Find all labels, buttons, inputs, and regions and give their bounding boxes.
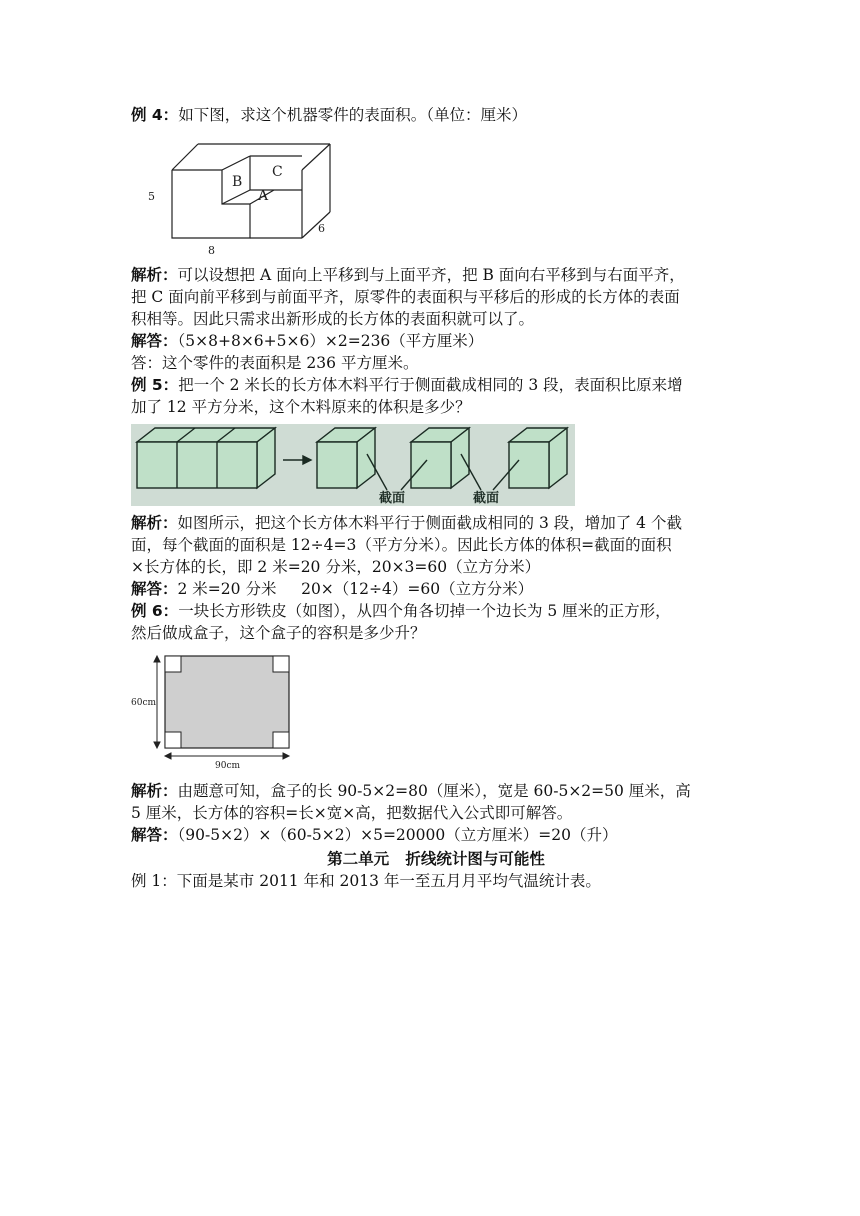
ex5-analysis-line-1 [131,512,741,534]
ex4-label-b: B [232,174,243,190]
ex4-reply: 答：这个零件的表面积是 236 平方厘米。 [131,354,419,372]
ex4-answer-label: 解答： [131,332,178,350]
ex4-analysis-line-2: 把 C 面向前平移到与前面平齐，原零件的表面积与平移后的形成的长方体的表面 [131,288,680,306]
ex4-edge [302,144,330,170]
ex6-label: 例 6： [131,602,179,620]
ex5-question-line-1 [131,374,741,396]
ex6-width-label: 90cm [215,761,241,768]
ex5-question-1: 把一个 2 米长的长方体木料平行于侧面截成相同的 3 段，表面积比原来增 [178,376,683,394]
ex5-question-line-2: 加了 12 平方分米，这个木料原来的体积是多少？ [131,398,471,416]
unit2-ex1: 例 1：下面是某市 2011 年和 2013 年一至五月月平均气温统计表。 [131,872,601,890]
ex5-figure [131,424,575,506]
ex5-block-top [137,428,275,442]
ex6-analysis-text-1: 由题意可知，盒子的长 90-5×2=80（厘米），宽是 60-5×2=50 厘米，高 [177,782,691,800]
ex5-analysis-line-2: 面，每个截面的面积是 12÷4=3（平方分米）。因此长方体的体积=截面的面积 [131,536,672,554]
ex6-question-line-2: 然后做成盒子，这个盒子的容积是多少升？ [131,624,426,642]
ex4-analysis-label: 解析： [131,266,178,284]
ex6-question-line-1 [131,600,741,622]
ex6-height-label: 60cm [131,698,157,708]
ex4-dim-length: 8 [208,244,215,256]
ex4-answer: （5×8+8×6+5×6）×2=236（平方厘米） [177,332,484,350]
ex5-answer-line [131,578,741,600]
ex4-label: 例 4： [131,106,179,124]
ex6-answer-label: 解答： [131,826,178,844]
ex4-analysis-text-1: 可以设想把 A 面向上平移到与上面平齐，把 B 面向右平移到与右面平齐， [177,266,685,284]
ex5-analysis-line-3: ×长方体的长，即 2 米=20 分米，20×3=60（立方分米） [131,558,541,576]
ex4-edge [222,190,250,204]
ex6-corner-square [165,656,181,672]
ex4-analysis-line-3: 积相等。因此只需求出新形成的长方体的表面积就可以了。 [131,310,535,328]
ex6-analysis-label: 解析： [131,782,178,800]
ex5-section-label-1: 截面 [379,491,406,506]
ex4-question-line [131,104,741,126]
ex4-question: 如下图，求这个机器零件的表面积。（单位：厘米） [178,106,527,124]
ex4-edge [172,144,198,170]
ex6-question-1: 一块长方形铁皮（如图），从四个角各切掉一个边长为 5 厘米的正方形， [178,602,671,620]
ex6-answer-line [131,824,741,846]
ex6-corner-square [273,732,289,748]
ex4-analysis-line-1 [131,264,741,286]
unit2-heading: 第二单元 折线统计图与可能性 [327,850,545,868]
ex6-corner-square [273,656,289,672]
ex4-edge [302,212,330,238]
ex6-figure [131,652,307,768]
ex6-corner-square [165,732,181,748]
ex4-label-a: A [258,188,269,204]
ex4-edge [222,156,250,170]
ex4-dim-height: 5 [148,190,155,203]
ex5-section-label-2: 截面 [473,491,500,506]
ex5-label: 例 5： [131,376,179,394]
ex6-sheet [165,656,289,748]
ex4-label-c: C [272,164,283,180]
ex6-analysis-line-2: 5 厘米，长方体的容积=长×宽×高，把数据代入公式即可解答。 [131,804,573,822]
ex5-analysis-text-1: 如图所示，把这个长方体木料平行于侧面截成相同的 3 段，增加了 4 个截 [177,514,682,532]
ex4-answer-line [131,330,741,352]
ex5-analysis-label: 解析： [131,514,178,532]
ex4-dim-depth: 6 [318,222,325,235]
ex6-analysis-line-1 [131,780,741,802]
ex5-block-front [137,442,257,488]
ex4-figure [140,136,380,256]
ex5-answer-label: 解答： [131,580,178,598]
ex6-answer: （90-5×2）×（60-5×2）×5=20000（立方厘米）=20（升） [177,826,618,844]
ex5-answer: 2 米=20 分米 20×（12÷4）=60（立方分米） [177,580,534,598]
